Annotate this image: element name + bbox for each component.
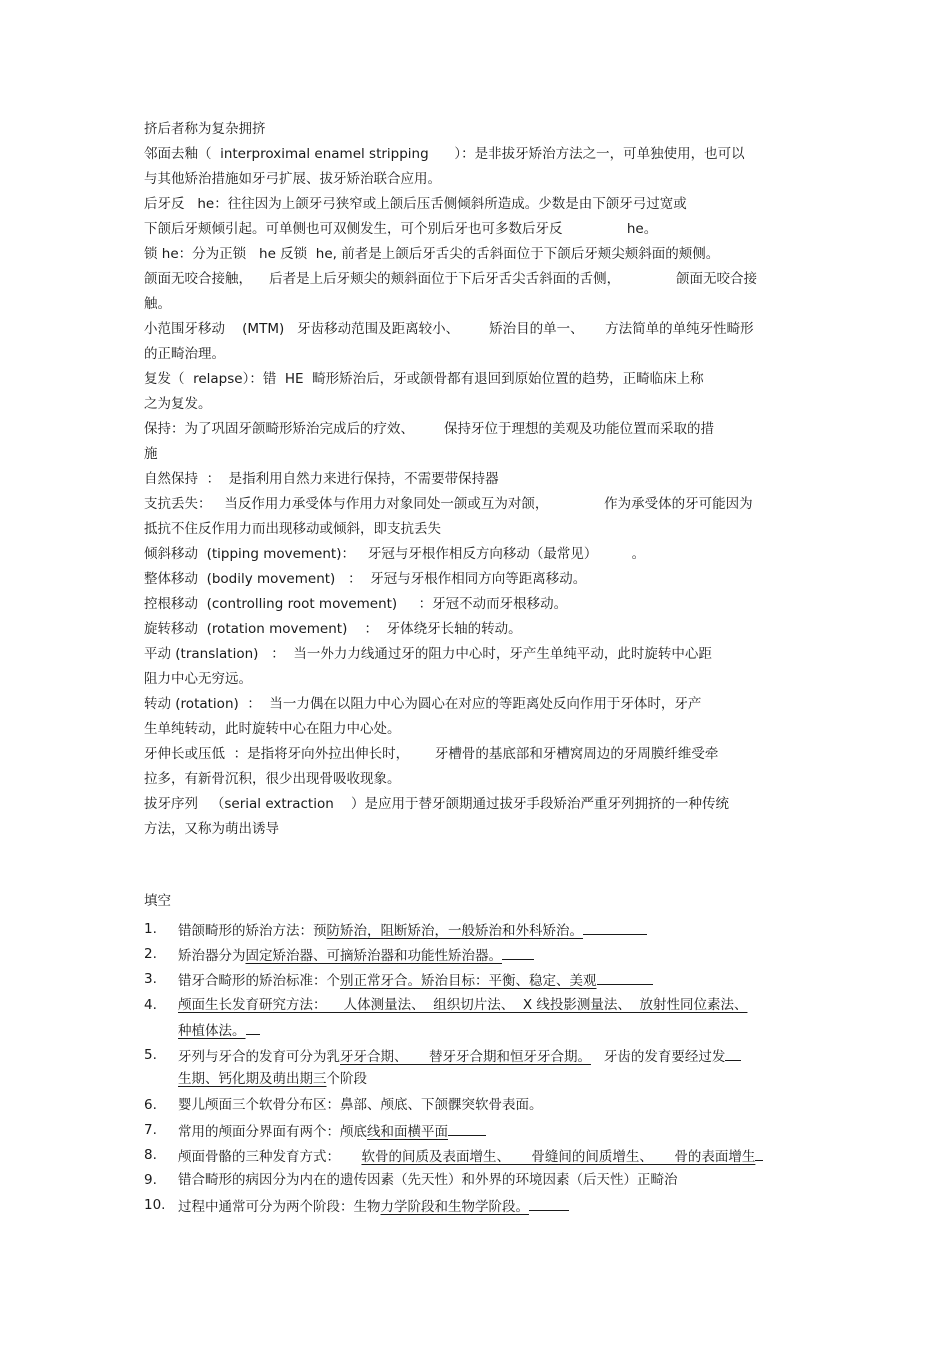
fill-item-number: 1. (144, 921, 157, 937)
fill-item-number: 3. (144, 971, 157, 987)
answer-blank-line (529, 1196, 569, 1211)
fill-item-text (178, 920, 647, 940)
fill-item-tail: 牙齿的发育要经过发 (590, 1049, 726, 1065)
fill-item-text (178, 996, 747, 1014)
definition-line: 触。 (144, 296, 171, 312)
fill-item-plain: 牙列与牙合的发育可分为乳 (178, 1049, 340, 1065)
definition-line: 施 (144, 446, 158, 462)
fill-item-answer: 防矫治，阻断矫治，一般矫治和外科矫治。 (326, 923, 583, 939)
definition-line: 转动 (rotation) ： 当一力偶在以阻力中心为圆心在对应的等距离处反向作用于牙体时，牙产 (144, 696, 702, 712)
definition-line: 拔牙序列 （serial extraction ）是应用于替牙颌期通过拔牙手段矫治严重牙列拥挤的一种传统 (144, 796, 729, 812)
definition-line: 整体移动 (bodily movement) ： 牙冠与牙根作相同方向等距离移动。 (144, 571, 587, 587)
fill-item-plain: 错颌畸形的矫治方法：预 (178, 923, 327, 939)
fill-item-text (178, 1096, 543, 1114)
definition-line: 牙伸长或压低 ：是指将牙向外拉出伸长时， 牙槽骨的基底部和牙槽窝周边的牙周膜纤维受牵 (144, 746, 719, 762)
fill-item-answer: 软骨的间质及表面增生、 骨缝间的间质增生、 骨的表面增生 (361, 1149, 756, 1165)
definition-line: 下颌后牙颊倾引起。可单侧也可双侧发生，可个别后牙也可多数后牙反 he。 (144, 221, 658, 237)
fill-item-answer: 牙牙合期、 替牙牙合期和恒牙牙合期。 (340, 1049, 591, 1065)
definition-line: 控根移动 (controlling root movement) ：牙冠不动而牙根移动。 (144, 596, 568, 612)
definition-line: 小范围牙移动 (MTM) 牙齿移动范围及距离较小、 矫治目的单一、 方法简单的单纯牙性畸形 (144, 321, 754, 337)
definition-line: 支抗丢失： 当反作用力承受体与作用力对象同处一颌或互为对颌， 作为承受体的牙可能因为 (144, 496, 753, 512)
answer-blank-line (755, 1146, 763, 1161)
definition-line: 挤后者称为复杂拥挤 (144, 121, 266, 137)
definition-line: 平动 (translation) ： 当一外力力线通过牙的阻力中心时，牙产生单纯平动，此时旋转中心距 (144, 646, 712, 662)
fill-item-number: 8. (144, 1147, 157, 1163)
fill-item-answer: 别正常牙合。矫治目标：平衡、稳定、美观 (340, 973, 597, 989)
fill-item-plain: 错合畸形的病因分为内在的遗传因素（先天性）和外界的环境因素（后天性）正畸治 (178, 1172, 678, 1188)
definition-line: 自然保持 ： 是指利用自然力来进行保持，不需要带保持器 (144, 471, 499, 487)
definition-line: 后牙反 he：往往因为上颌牙弓狭窄或上颌后压舌侧倾斜所造成。少数是由下颌牙弓过宽或 (144, 196, 687, 212)
answer-blank-line (597, 970, 653, 985)
definition-line: 颌面无咬合接触， 后者是上后牙颊尖的颊斜面位于下后牙舌尖舌斜面的舌侧， 颌面无咬合接 (144, 271, 757, 287)
answer-blank-line (448, 1121, 486, 1136)
answer-blank-line (502, 945, 534, 960)
definition-line: 倾斜移动 (tipping movement)： 牙冠与牙根作相反方向移动（最常见） 。 (144, 546, 646, 562)
answer-blank-line (583, 920, 647, 935)
fill-item-text (178, 1020, 260, 1040)
fill-item-text (178, 1146, 763, 1166)
definition-line: 保持：为了巩固牙颌畸形矫治完成后的疗效、 保持牙位于理想的美观及功能位置而采取的措 (144, 421, 715, 437)
definition-line: 拉多，有新骨沉积，很少出现骨吸收现象。 (144, 771, 401, 787)
fill-item-number: 7. (144, 1122, 157, 1138)
fill-item-text (178, 1121, 486, 1141)
fill-item-answer: 力学阶段和生物学阶段。 (380, 1199, 529, 1215)
definition-line: 锁 he：分为正锁 he 反锁 he, 前者是上颌后牙舌尖的舌斜面位于下颌后牙颊尖颊斜面的颊侧。 (144, 246, 720, 262)
fill-item-plain: 矫治器分为 (178, 948, 246, 964)
fill-item-answer: 生期、钙化期及萌出期三 (178, 1071, 327, 1087)
fill-item-plain: 婴儿颅面三个软骨分布区：鼻部、颅底、下颌髁突软骨表面。 (178, 1097, 543, 1113)
fill-heading: 填空 (144, 893, 171, 909)
definition-line: 生单纯转动，此时旋转中心在阻力中心处。 (144, 721, 401, 737)
fill-item-answer: 颅面生长发育研究方法： 人体测量法、 组织切片法、 X 线投影测量法、 放射性同位素法、 (178, 997, 748, 1013)
answer-blank-line (725, 1046, 741, 1061)
definition-line: 旋转移动 (rotation movement) ： 牙体绕牙长轴的转动。 (144, 621, 522, 637)
definition-line: 的正畸治理。 (144, 346, 225, 362)
definition-line: 阻力中心无穷远。 (144, 671, 252, 687)
fill-item-text (178, 945, 534, 965)
fill-item-number: 4. (144, 997, 157, 1013)
fill-item-text (178, 1196, 569, 1216)
fill-item-number: 5. (144, 1047, 157, 1063)
fill-item-number: 2. (144, 946, 157, 962)
fill-item-answer: 固定矫治器、可摘矫治器和功能性矫治器。 (245, 948, 502, 964)
fill-item-text (178, 1070, 367, 1088)
fill-item-plain: 常用的颅面分界面有两个：颅底 (178, 1124, 367, 1140)
fill-item-text (178, 1046, 741, 1066)
answer-blank-line (246, 1020, 260, 1035)
fill-item-number: 9. (144, 1172, 157, 1188)
definition-line: 抵抗不住反作用力而出现移动或倾斜，即支抗丢失 (144, 521, 441, 537)
definition-line: 与其他矫治措施如牙弓扩展、拔牙矫治联合应用。 (144, 171, 441, 187)
definition-line: 之为复发。 (144, 396, 212, 412)
definition-line: 邻面去釉（ interproximal enamel stripping ）：是非拔牙矫治方法之一，可单独使用，也可以 (144, 146, 745, 162)
definition-line: 方法，又称为萌出诱导 (144, 821, 279, 837)
fill-item-plain: 颅面骨骼的三种发育方式： (178, 1149, 362, 1165)
fill-item-plain: 错牙合畸形的矫治标准：个 (178, 973, 340, 989)
fill-item-tail: 个阶段 (326, 1071, 367, 1087)
fill-item-text (178, 970, 653, 990)
fill-item-number: 10. (144, 1197, 166, 1213)
fill-item-plain: 过程中通常可分为两个阶段：生物 (178, 1199, 381, 1215)
fill-item-answer: 种植体法。 (178, 1023, 246, 1039)
definition-line: 复发（ relapse）：错 HE 畸形矫治后，牙或颌骨都有退回到原始位置的趋势，正畸临床上称 (144, 371, 704, 387)
fill-item-text (178, 1171, 678, 1189)
fill-item-number: 6. (144, 1097, 157, 1113)
fill-item-answer: 线和面横平面 (367, 1124, 448, 1140)
